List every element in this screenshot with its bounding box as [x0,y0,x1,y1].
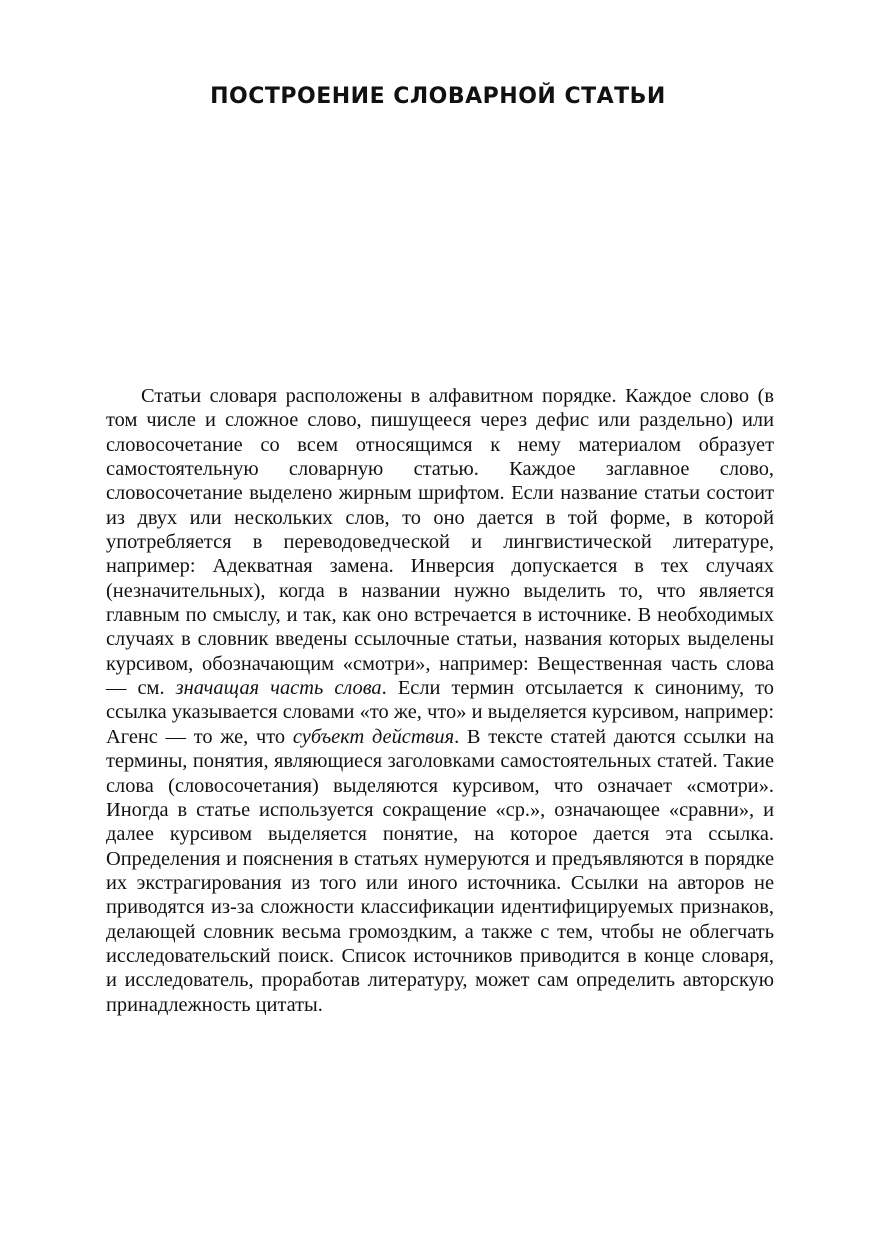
italic-term-meaningful-part: значащая часть слова [175,677,382,700]
paragraph-text-part-3: . В тексте статей даются ссылки на термины, понятия, являющиеся заголовками самостоятельных статей. Такие слова (словосочетания) выделяются курсивом, что означает «смотри». Иногда в статье используется сокращение «ср.», означающее «сравни», и далее курсивом выделяется понятие, на которое дается эта ссылка. Определения и пояснения в статьях нумеруются и предъявляются в порядке их экстрагирования из того или иного источника. Ссылки на авторов не приводятся из-за сложности классификации идентифицируемых признаков, делающей словник весьма громоздким, а также с тем, чтобы не облегчать исследовательский поиск. Список источников приводится в конце словаря, и исследователь, проработав литературу, может сам определить авторскую принадлежность цитаты. [106,725,774,1016]
italic-term-subject-of-action: субъект действия [292,725,455,748]
body-paragraph [106,384,774,1017]
page-title: ПОСТРОЕНИЕ СЛОВАРНОЙ СТАТЬИ [210,84,666,109]
paragraph-text-part-1: Статьи словаря расположены в алфавитном порядке. Каждое слово (в том числе и сложное слово, пишущееся через дефис или раздельно) или словосочетание со всем относящимся к нему материалом образует самостоятельную словарную статью. Каждое заглавное слово, словосочетание выделено жирным шрифтом. Если название статьи состоит из двух или нескольких слов, то оно дается в той форме, в которой употребляется в переводоведческой и лингвистической литературе, например: Адекватная замена. Инверсия допускается в тех случаях (незначительных), когда в названии нужно выделить то, что является главным по смыслу, и так, как оно встречается в источнике. В необходимых случаях в словник введены ссылочные статьи, названия которых выделены курсивом, обозначающим «смотри», например: Вещественная часть слова — см. [106,385,774,700]
paragraph-text-part-2: . Если термин отсылается к синониму, то ссылка указывается словами «то же, что» и выделяется курсивом, например: Агенс — то же, что [106,677,774,748]
